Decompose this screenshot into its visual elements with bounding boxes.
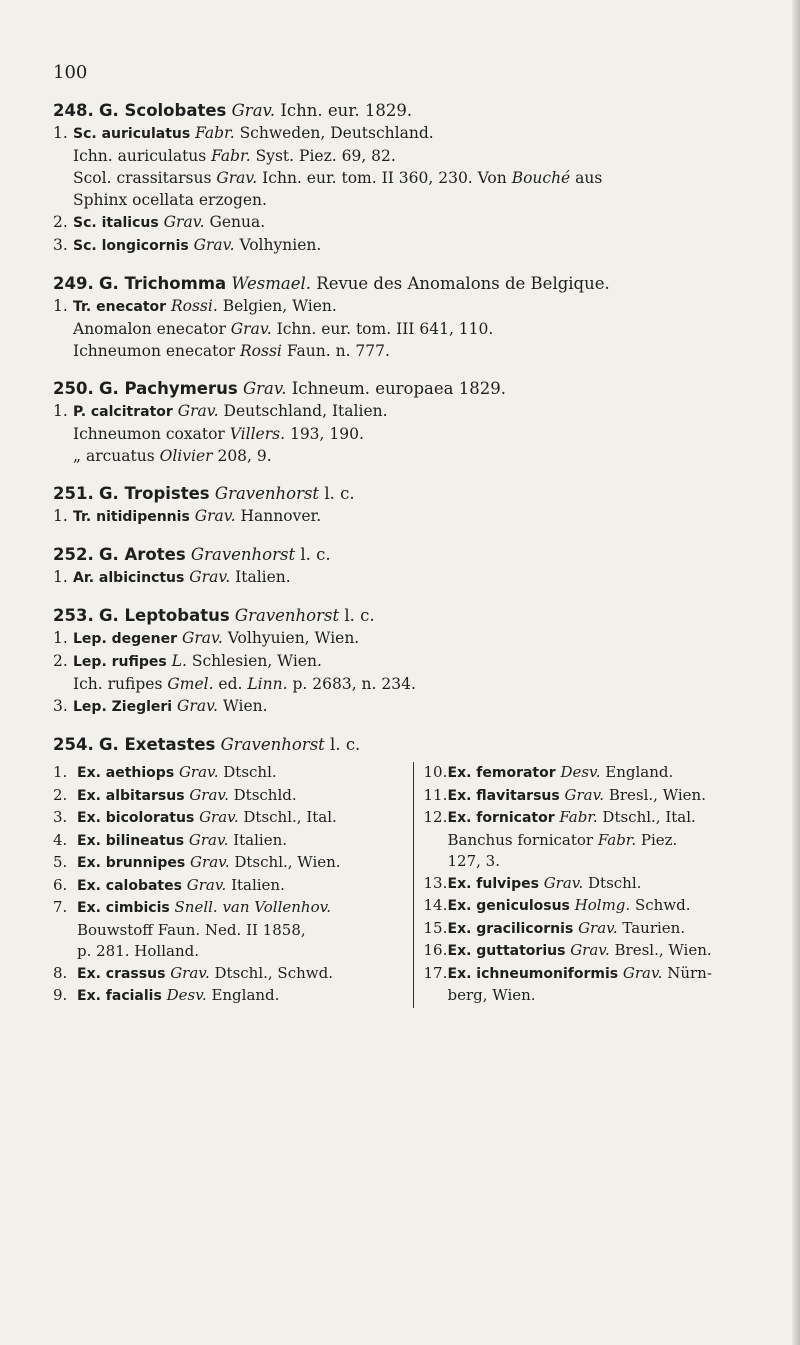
species-author: Fabr. (195, 124, 235, 142)
section-heading (53, 544, 773, 566)
species-author: Desv. (560, 763, 601, 781)
species-name: Ex. calobates (77, 877, 182, 894)
synonym-text: Anomalon enecator (73, 320, 231, 338)
synonym-text: berg, Wien. (447, 986, 536, 1004)
entry-number: 1. (53, 763, 68, 781)
synonym-line (53, 167, 773, 189)
synonym-line (53, 673, 773, 695)
synonym-text: Bouwstoff Faun. Ned. II 1858, (77, 920, 306, 939)
species-name: Lep. degener (73, 631, 178, 647)
locality: Hannover. (235, 507, 322, 525)
entry-text (448, 895, 774, 918)
locality: Bresl., Wien. (609, 941, 712, 959)
section-253 (53, 605, 773, 718)
section-heading (53, 734, 773, 756)
locality: Nürn- (662, 963, 712, 982)
species-name: Tr. nitidipennis (73, 509, 190, 525)
synonym-author: Gmel. (167, 675, 214, 693)
species-entry (53, 505, 773, 528)
species-name: Sc. longicornis (73, 238, 189, 254)
species-name: Ex. cimbicis (77, 900, 170, 916)
synonym-text: p. 281. Holland. (77, 942, 199, 960)
entry-text (73, 650, 773, 673)
genus-reference: l. c. (330, 735, 361, 754)
genus-author: Gravenhorst (214, 484, 320, 503)
synonym-text: Ichneumon enecator (73, 342, 241, 360)
locality: Schlesien, Wien. (186, 652, 322, 670)
species-entry (53, 695, 773, 718)
species-name: Ex. geniculosus (447, 898, 570, 914)
entry-number: 17. (423, 963, 448, 982)
synonym-line (53, 318, 773, 340)
entry-number: 1. (53, 124, 68, 142)
entry-number: 4. (53, 830, 68, 849)
entry-text (77, 963, 403, 986)
synonym-text: Banchus fornicator (447, 830, 598, 849)
species-entry (53, 211, 773, 234)
species-author: Grav. (193, 236, 235, 254)
synonym-author: Villers. (229, 425, 286, 443)
entry-number: 16. (423, 941, 448, 959)
entry-text (77, 985, 403, 1008)
entry-number: 6. (53, 875, 68, 894)
species-author: Grav. (189, 568, 231, 586)
genus-author: Wesmael. (231, 274, 312, 293)
locality: Italien. (230, 568, 291, 586)
locality: Wien. (217, 697, 268, 715)
entry-number: 8. (53, 963, 68, 982)
locality: Dtschl., Wien. (229, 853, 341, 871)
species-entry (53, 234, 773, 257)
entry-number: 3. (53, 236, 68, 254)
genus-author: Gravenhorst (190, 545, 296, 564)
species-entry (53, 897, 403, 920)
genus-sections (53, 100, 773, 718)
species-name: Ex. bicoloratus (77, 810, 195, 826)
entry-number: 1. (53, 568, 68, 586)
species-author: Grav. (570, 941, 610, 959)
section-number: 253. (53, 606, 94, 625)
species-entry (53, 875, 403, 898)
section-heading (53, 273, 773, 295)
entry-number: 14. (423, 896, 448, 914)
species-author: Grav. (178, 763, 219, 781)
species-author: Desv. (166, 986, 207, 1004)
entry-number: 11. (423, 785, 448, 804)
locality: Schweden, Deutschland. (234, 124, 434, 142)
species-entry (53, 852, 403, 875)
genus-reference: Ichn. eur. 1829. (280, 101, 413, 120)
entry-text (73, 695, 773, 718)
locality: England. (206, 986, 280, 1004)
entry-text (448, 807, 774, 830)
species-entry (424, 963, 774, 986)
species-author: Grav. (177, 697, 218, 715)
entry-text (77, 897, 403, 920)
page-edge-shadow (792, 0, 800, 1345)
locality: Schwd. (630, 896, 691, 914)
locality: England. (600, 763, 674, 781)
page-content (53, 100, 773, 1024)
genus-author: Grav. (231, 101, 276, 120)
synonym-line (53, 189, 773, 211)
synonym-reference: 208, 9. (212, 447, 272, 465)
synonym-author: Olivier (159, 447, 213, 465)
genus-author: Gravenhorst (234, 606, 340, 625)
synonym-line (53, 340, 773, 362)
species-column-right (413, 762, 774, 1008)
entry-number: 1. (53, 297, 68, 315)
section-number: 251. (53, 484, 94, 503)
species-author: Grav. (188, 830, 229, 849)
locality: Bresl., Wien. (604, 785, 706, 804)
section-heading (53, 378, 773, 400)
entry-text (73, 122, 773, 145)
species-columns (53, 762, 773, 1008)
genus-name: G. Arotes (98, 545, 186, 564)
species-entry (53, 807, 403, 830)
species-entry (424, 895, 774, 918)
entry-number: 13. (423, 873, 448, 892)
species-column-left (53, 762, 413, 1008)
synonym-reference: Syst. Piez. 69, 82. (250, 147, 396, 165)
species-entry (53, 400, 773, 423)
species-name: Lep. Ziegleri (73, 699, 173, 715)
locality: Taurien. (617, 918, 686, 937)
section-number: 250. (53, 379, 94, 398)
entry-number: 2. (53, 785, 68, 804)
species-author: Grav. (170, 963, 210, 982)
species-name: Lep. rufipes (73, 654, 167, 670)
section-248 (53, 100, 773, 257)
locality: Italien. (226, 875, 285, 894)
entry-number: 15. (423, 918, 448, 937)
synonym-line (53, 941, 403, 963)
genus-name: G. Trichomma (98, 274, 227, 293)
entry-text (77, 785, 403, 808)
species-name: Ex. gracilicornis (447, 920, 574, 937)
section-heading (53, 605, 773, 627)
species-author: Grav. (622, 963, 663, 982)
synonym-reference: Ichn. eur. tom. III 641, 110. (271, 320, 494, 338)
entry-number: 2. (53, 213, 68, 231)
section-number: 254. (53, 735, 94, 754)
genus-name: G. Scolobates (98, 101, 227, 120)
genus-reference: l. c. (300, 545, 331, 564)
species-author: Grav. (186, 875, 227, 894)
species-author: Fabr. (559, 808, 598, 826)
locality: Dtschl., Schwd. (209, 963, 333, 982)
entry-text (77, 830, 403, 853)
synonym-line (424, 985, 774, 1007)
entry-number: 3. (53, 808, 68, 826)
species-name: Ex. aethiops (77, 765, 175, 781)
locality: Volhyuien, Wien. (222, 629, 360, 647)
locality: Dtschl. (218, 763, 277, 781)
species-entry (424, 918, 774, 941)
species-name: Ex. brunnipes (77, 855, 186, 871)
genus-reference: l. c. (344, 606, 375, 625)
species-entry (53, 650, 773, 673)
entry-text (73, 505, 773, 528)
entry-text (77, 875, 403, 898)
page-number: 100 (53, 62, 88, 83)
species-author: Grav. (189, 785, 229, 804)
species-entry (424, 807, 774, 830)
species-name: Ex. albitarsus (77, 787, 185, 804)
genus-name: G. Leptobatus (98, 606, 230, 625)
species-author: Grav. (543, 873, 584, 892)
genus-author: Grav. (242, 379, 287, 398)
synonym-reference: Faun. n. 777. (281, 342, 390, 360)
species-author: Grav. (194, 507, 236, 525)
species-name: Ex. ichneumoniformis (447, 965, 619, 982)
genus-author: Gravenhorst (220, 735, 325, 754)
species-name: Ex. crassus (77, 965, 166, 982)
section-251 (53, 483, 773, 528)
synonym-text: Sphinx ocellata erzogen. (73, 191, 267, 209)
species-author: Holmg. (574, 896, 631, 914)
synonym-text: „ arcuatus (73, 447, 160, 465)
species-name: P. calcitrator (73, 404, 173, 420)
entry-text (77, 762, 403, 785)
entry-number: 5. (53, 853, 68, 871)
synonym-author: Grav. (230, 320, 272, 338)
synonym-line (53, 920, 403, 942)
species-author: Grav. (578, 918, 618, 937)
synonym-reference: p. 2683, n. 234. (287, 675, 416, 693)
entry-text (73, 400, 773, 423)
synonym-reference: ed. (213, 675, 248, 693)
section-heading (53, 483, 773, 505)
entry-text (73, 566, 773, 589)
synonym-line (424, 830, 774, 852)
species-author: Snell. van Vollenhov. (174, 898, 332, 916)
species-entry (424, 873, 774, 896)
synonym-text: Ich. rufipes (73, 675, 168, 693)
locality: Belgien, Wien. (217, 297, 337, 315)
entry-number: 1. (53, 629, 68, 647)
entry-text (73, 627, 773, 650)
entry-text (73, 234, 773, 257)
species-author: Rossi. (170, 297, 218, 315)
section-250 (53, 378, 773, 467)
synonym-text: Ichneumon coxator (73, 425, 230, 443)
species-entry (53, 963, 403, 986)
section-heading (53, 100, 773, 122)
synonym-author: Rossi (240, 342, 282, 360)
entry-text (448, 762, 774, 785)
synonym-line (53, 423, 773, 445)
locality: Dtschl., Ital. (238, 808, 337, 826)
species-name: Ex. facialis (77, 988, 162, 1004)
species-entry (424, 940, 774, 963)
synonym-reference: Piez. (636, 830, 678, 849)
entry-number: 10. (423, 763, 448, 781)
synonym-author: Bouché (511, 169, 571, 187)
species-entry (424, 785, 774, 808)
entry-number: 1. (53, 402, 68, 420)
entry-text (73, 211, 773, 234)
entry-number: 12. (423, 808, 448, 826)
species-name: Ar. albicinctus (73, 570, 185, 586)
species-name: Tr. enecator (73, 299, 167, 315)
synonym-line (424, 851, 774, 873)
synonym-author: Fabr. (597, 830, 637, 849)
species-author: Grav. (181, 629, 223, 647)
entry-text (77, 807, 403, 830)
entry-number: 9. (53, 986, 68, 1004)
species-author: Grav. (163, 213, 205, 231)
species-author: Grav. (199, 808, 239, 826)
synonym-text: 127, 3. (447, 852, 500, 870)
species-entry (53, 762, 403, 785)
synonym-reference: aus (570, 169, 603, 187)
section-249 (53, 273, 773, 362)
species-entry (53, 985, 403, 1008)
entry-number: 7. (53, 898, 68, 916)
genus-name: G. Exetastes (98, 735, 216, 754)
locality: Dtschld. (228, 785, 297, 804)
section-number: 248. (53, 101, 94, 120)
species-entry (53, 566, 773, 589)
genus-name: G. Tropistes (98, 484, 210, 503)
species-name: Sc. italicus (73, 215, 159, 231)
species-name: Ex. fornicator (447, 810, 555, 826)
species-name: Sc. auriculatus (73, 126, 191, 142)
synonym-reference: 193, 190. (285, 425, 364, 443)
synonym-reference: Ichn. eur. tom. II 360, 230. Von (257, 169, 512, 187)
entry-text (448, 940, 774, 963)
species-entry (424, 762, 774, 785)
species-name: Ex. fulvipes (447, 875, 539, 892)
section-254 (53, 734, 773, 1008)
synonym-line (53, 445, 773, 467)
species-name: Ex. guttatorius (447, 943, 566, 959)
species-entry (53, 295, 773, 318)
species-author: Grav. (177, 402, 219, 420)
entry-text (448, 918, 774, 941)
entry-text (448, 785, 774, 808)
synonym-author: Linn. (247, 675, 288, 693)
species-author: Grav. (564, 785, 605, 804)
species-name: Ex. femorator (447, 765, 556, 781)
section-number: 249. (53, 274, 94, 293)
genus-reference: Revue des Anomalons de Belgique. (316, 274, 610, 293)
synonym-text: Scol. crassitarsus (73, 169, 217, 187)
entry-text (448, 873, 774, 896)
locality: Volhynien. (234, 236, 322, 254)
genus-name: G. Pachymerus (98, 379, 238, 398)
synonym-author: Grav. (216, 169, 258, 187)
locality: Deutschland, Italien. (218, 402, 388, 420)
entry-number: 2. (53, 652, 68, 670)
species-entry (53, 830, 403, 853)
entry-text (73, 295, 773, 318)
synonym-author: Fabr. (211, 147, 251, 165)
entry-number: 1. (53, 507, 68, 525)
section-252 (53, 544, 773, 589)
locality: Dtschl. (583, 873, 642, 892)
entry-text (77, 852, 403, 875)
locality: Genua. (204, 213, 266, 231)
entry-number: 3. (53, 697, 68, 715)
species-entry (53, 785, 403, 808)
synonym-text: Ichn. auriculatus (73, 147, 212, 165)
locality: Italien. (228, 830, 288, 849)
species-author: L. (171, 652, 187, 670)
species-entry (53, 627, 773, 650)
genus-reference: Ichneum. europaea 1829. (291, 379, 506, 398)
genus-reference: l. c. (324, 484, 355, 503)
species-name: Ex. flavitarsus (447, 787, 560, 804)
species-name: Ex. bilineatus (77, 832, 185, 849)
entry-text (448, 963, 774, 986)
synonym-line (53, 145, 773, 167)
species-entry (53, 122, 773, 145)
locality: Dtschl., Ital. (597, 808, 696, 826)
species-author: Grav. (190, 853, 230, 871)
section-number: 252. (53, 545, 94, 564)
